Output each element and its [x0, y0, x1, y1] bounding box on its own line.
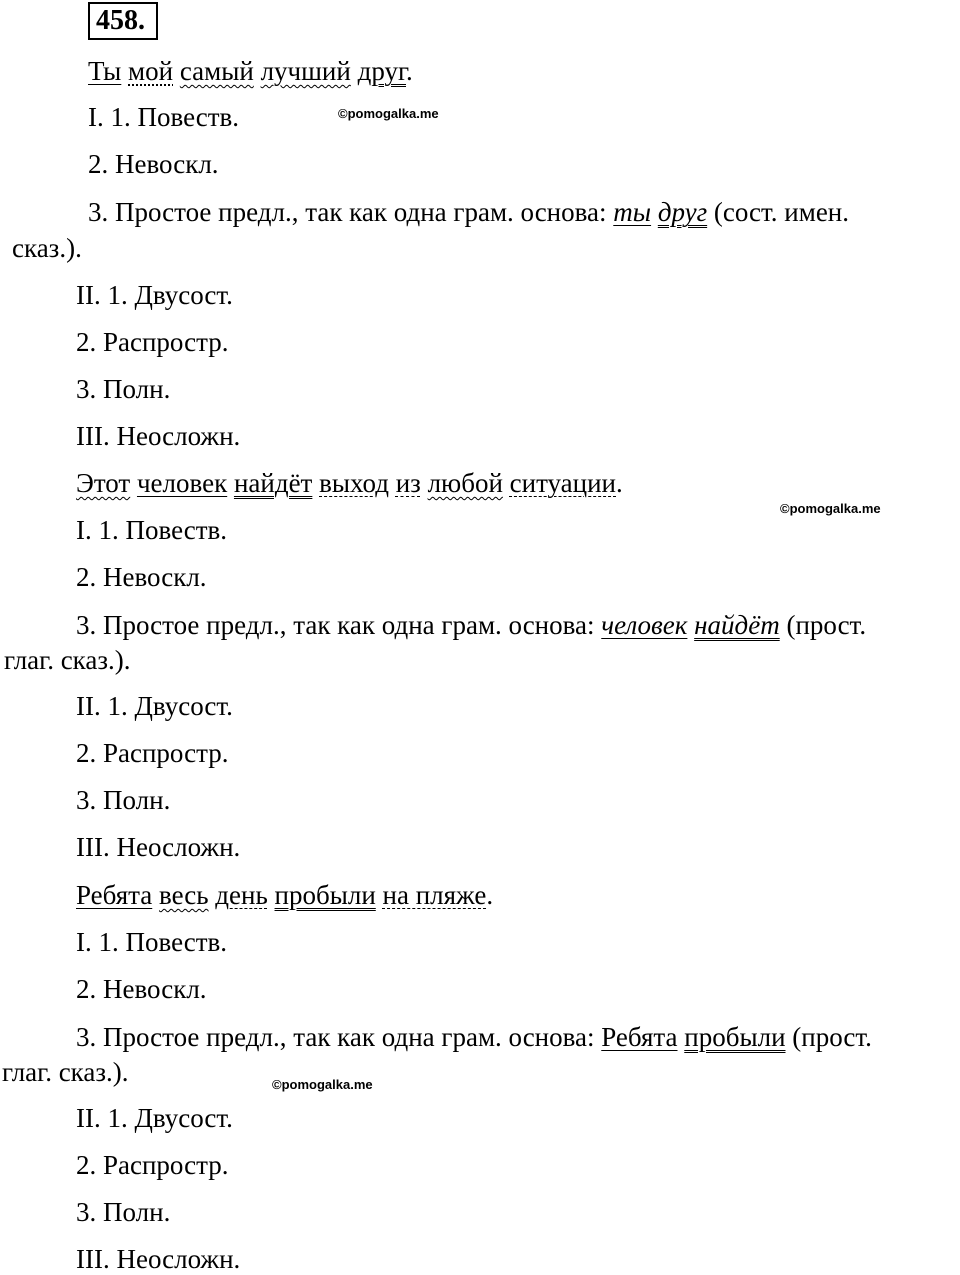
- subject: Ребята: [76, 880, 153, 910]
- subject: человек: [601, 610, 688, 640]
- analysis-line: II. 1. Двусост.: [76, 1103, 233, 1133]
- subject: Ты: [88, 56, 122, 86]
- analysis-line: 2. Невоскл.: [88, 149, 219, 179]
- watermark: ©pomogalka.me: [338, 106, 439, 121]
- subject: Ребята: [601, 1022, 678, 1052]
- watermark: ©pomogalka.me: [272, 1077, 373, 1092]
- analysis-line: II. 1. Двусост.: [76, 280, 233, 310]
- analysis-line: глаг. сказ.).: [4, 645, 131, 675]
- analysis-line: I. 1. Повеств.: [76, 515, 228, 545]
- predicate: найдёт: [233, 468, 313, 498]
- predicate: найдёт: [694, 610, 780, 640]
- analysis-line: глаг. сказ.).: [2, 1057, 129, 1087]
- analysis-line: III. Неосложн.: [76, 1244, 241, 1274]
- predicate: пробыли: [274, 880, 376, 910]
- analysis-line: 3. Простое предл., так как одна грам. основа: Ребята пробыли (прост.: [76, 1022, 872, 1052]
- attribute: весь: [159, 880, 209, 910]
- analysis-line: 2. Распростр.: [76, 327, 229, 357]
- analysis-line: I. 1. Повеств.: [88, 102, 240, 132]
- analysis-line: 3. Полн.: [76, 785, 171, 815]
- predicate: друг: [657, 197, 708, 227]
- subject: ты: [613, 197, 652, 227]
- object: ситуации: [509, 468, 617, 498]
- analysis-line: 2. Невоскл.: [76, 974, 207, 1004]
- analysis-line: III. Неосложн.: [76, 832, 241, 862]
- analysis-line: 3. Простое предл., так как одна грам. основа: человек найдёт (прост.: [76, 610, 867, 640]
- attribute: мой: [128, 56, 174, 86]
- attribute: самый: [179, 56, 254, 86]
- watermark: ©pomogalka.me: [780, 501, 881, 516]
- analysis-line: 3. Полн.: [76, 1197, 171, 1227]
- sentence-1: Ты мой самый лучший друг.: [88, 56, 413, 86]
- object: из: [395, 468, 421, 498]
- analysis-line: I. 1. Повеств.: [76, 927, 228, 957]
- analysis-line: 3. Простое предл., так как одна грам. основа: ты друг (сост. имен.: [88, 197, 850, 227]
- analysis-line: 2. Распростр.: [76, 1150, 229, 1180]
- analysis-line: 3. Полн.: [76, 374, 171, 404]
- analysis-line: сказ.).: [12, 233, 82, 263]
- adverbial: день: [215, 880, 268, 910]
- attribute: лучший: [260, 56, 351, 86]
- object: выход: [319, 468, 389, 498]
- analysis-line: III. Неосложн.: [76, 421, 241, 451]
- attribute: любой: [427, 468, 503, 498]
- analysis-line: 2. Невоскл.: [76, 562, 207, 592]
- predicate: друг: [357, 56, 406, 86]
- subject: человек: [136, 468, 228, 498]
- exercise-number: 458.: [88, 2, 158, 40]
- analysis-line: 2. Распростр.: [76, 738, 229, 768]
- predicate: пробыли: [684, 1022, 786, 1052]
- sentence-2: Этот человек найдёт выход из любой ситуации.: [76, 468, 623, 498]
- adverbial: на пляже: [382, 880, 487, 910]
- sentence-3: Ребята весь день пробыли на пляже.: [76, 880, 494, 910]
- attribute: Этот: [76, 468, 131, 498]
- analysis-line: II. 1. Двусост.: [76, 691, 233, 721]
